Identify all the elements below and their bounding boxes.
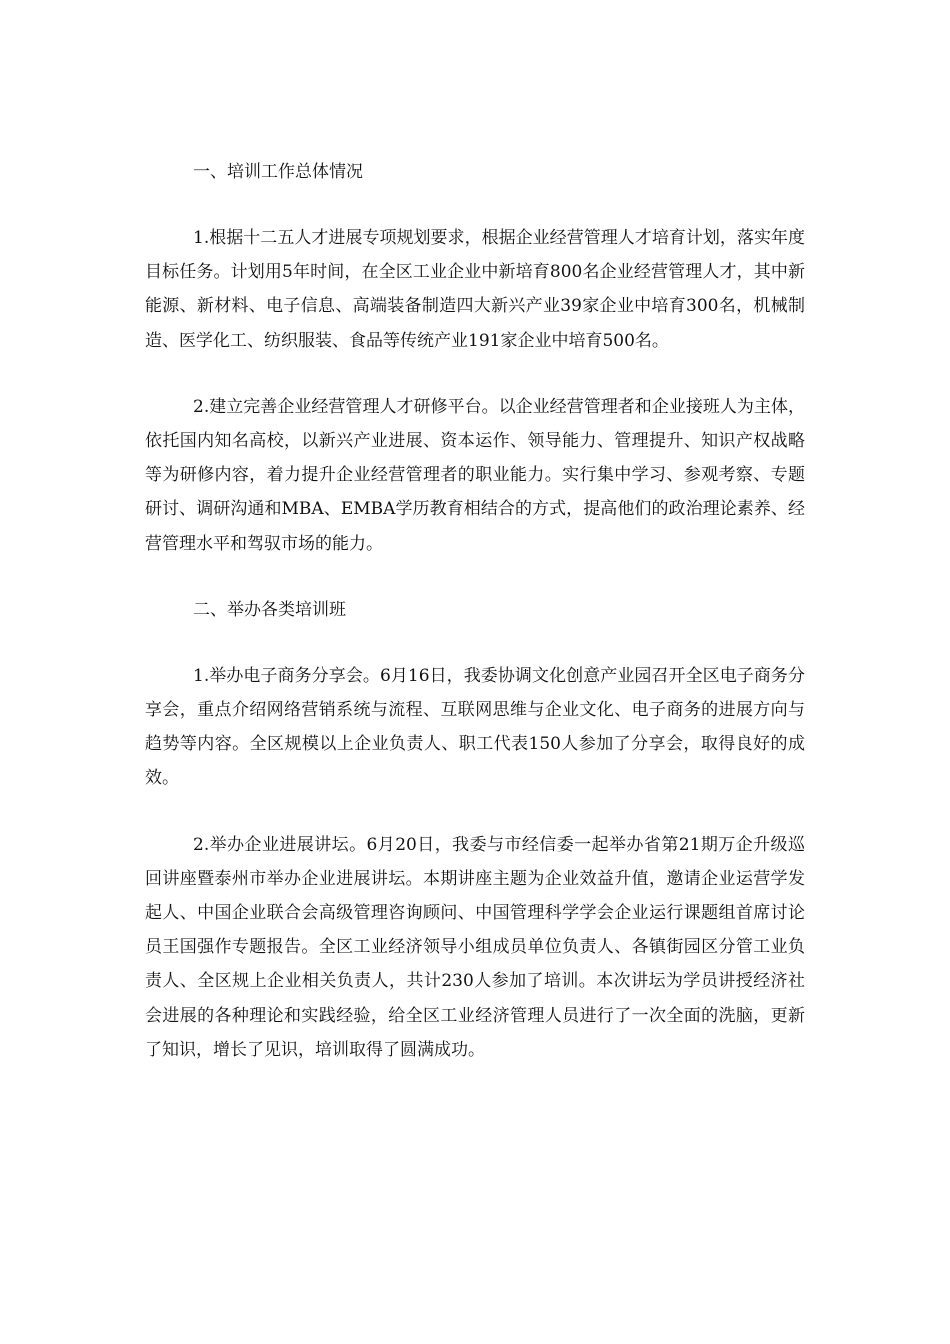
section-heading-overall: 一、培训工作总体情况	[193, 162, 363, 182]
paragraph-talent-plan: 1.根据十二五人才进展专项规划要求，根据企业经营管理人才培育计划，落实年度目标任务。计划用5年时间，在全区工业企业中新培育800名企业经营管理人才，其中新能源、新材料、电子信息、高端装备制造四大新兴产业39家企业中培育300名，机械制造、医学化工、纺织服装、食品等传统产业191家企业中培育500名。	[145, 228, 805, 351]
paragraph-training-platform: 2.建立完善企业经营管理人才研修平台。以企业经营管理者和企业接班人为主体，依托国内知名高校，以新兴产业进展、资本运作、领导能力、管理提升、知识产权战略等为研修内容，着力提升企业经营管理者的职业能力。实行集中学习、参观考察、专题研讨、调研沟通和MBA、EMBA学历教育相结合的方式，提高他们的政治理论素养、经营管理水平和驾驭市场的能力。	[145, 396, 805, 554]
section-heading-training-classes: 二、举办各类培训班	[193, 599, 346, 620]
paragraph-ecommerce-session: 1.举办电子商务分享会。6月16日，我委协调文化创意产业园召开全区电子商务分享会，重点介绍网络营销系统与流程、互联网思维与企业文化、电子商务的进展方向与趋势等内容。全区规模以上企业负责人、职工代表150人参加了分享会，取得良好的成效。	[145, 665, 805, 789]
document-page	[145, 155, 805, 1099]
paragraph-enterprise-forum: 2.举办企业进展讲坛。6月20日，我委与市经信委一起举办省第21期万企升级巡回讲座暨泰州市举办企业进展讲坛。本期讲座主题为企业效益升值，邀请企业运营学发起人、中国企业联合会高级管理咨询顾问、中国管理科学学会企业运行课题组首席讨论员王国强作专题报告。全区工业经济领导小组成员单位负责人、各镇街园区分管工业负责人、全区规上企业相关负责人，共计230人参加了培训。本次讲坛为学员讲授经济社会进展的各种理论和实践经验，给全区工业经济管理人员进行了一次全面的洗脑，更新了知识，增长了见识，培训取得了圆满成功。	[145, 834, 805, 1060]
